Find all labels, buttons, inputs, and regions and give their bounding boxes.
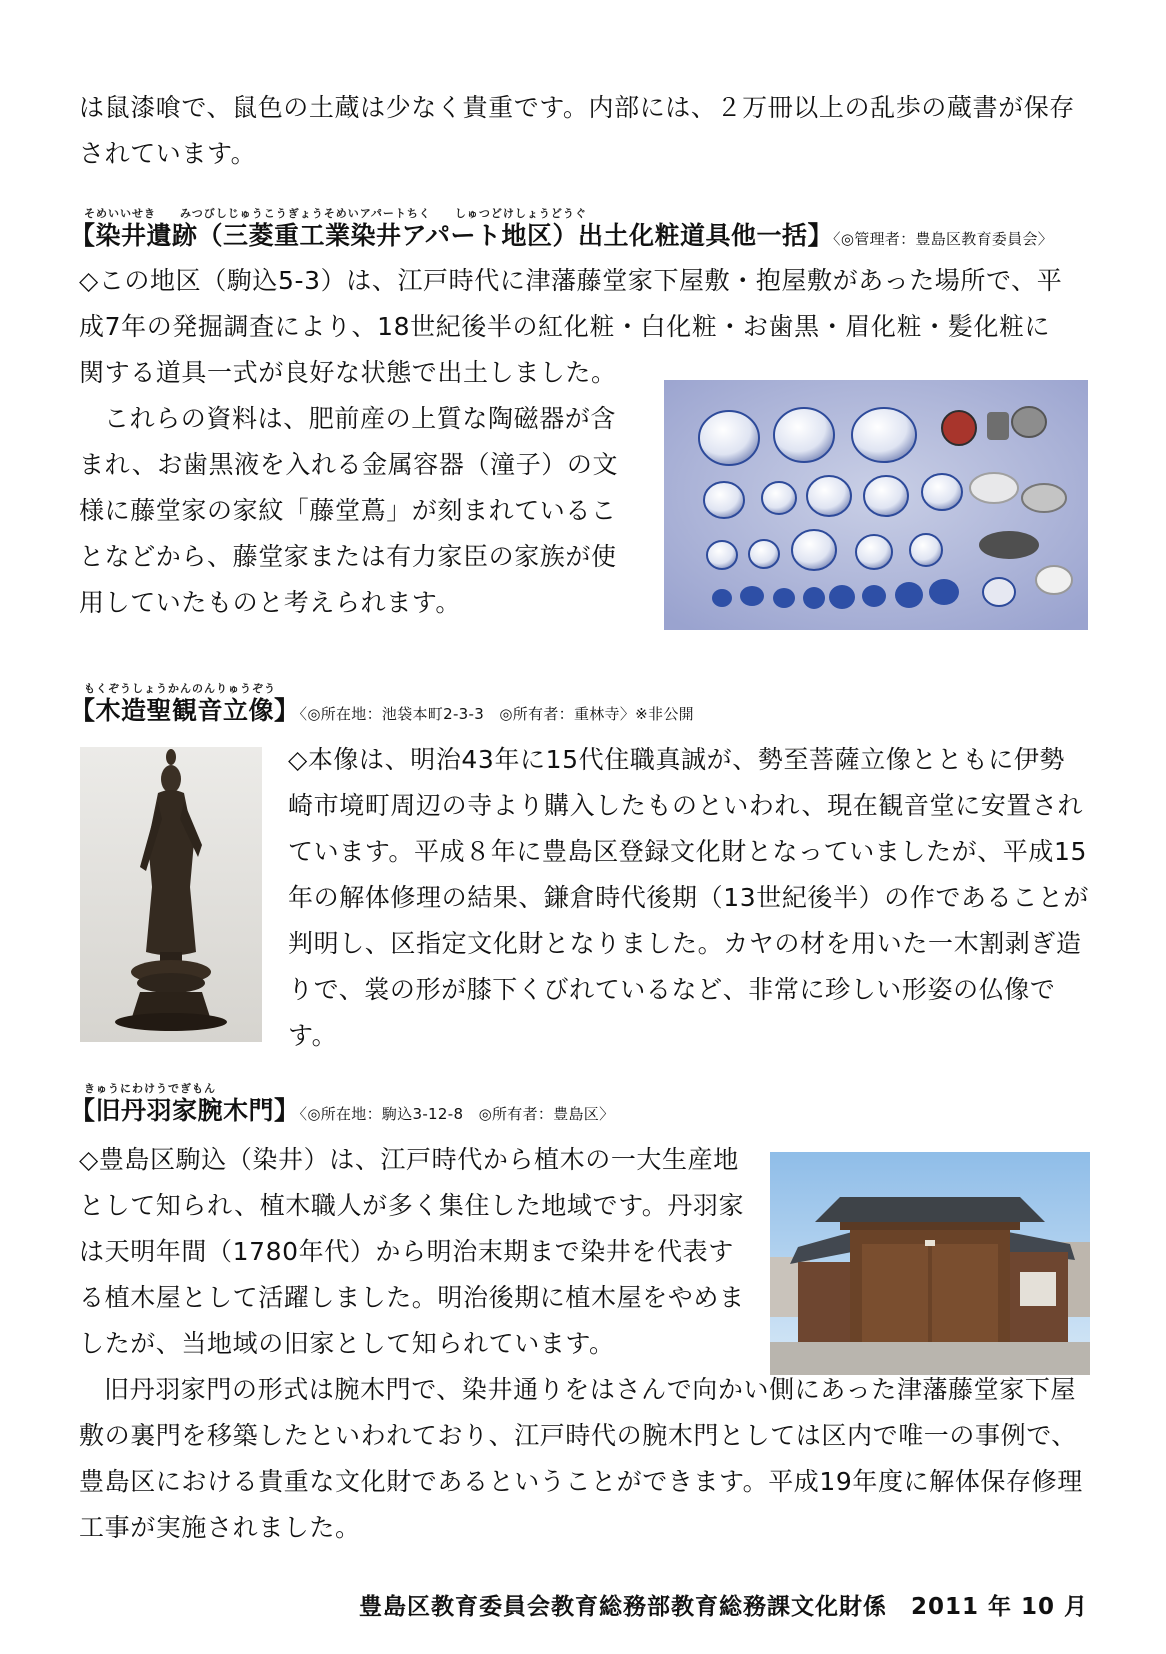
section-3-paragraph-2: 旧丹羽家門の形式は腕木門で、染井通りをはさんで向かい側にあった津藩藤堂家下屋敷の裏門を移築したといわれており、江戸時代の腕木門としては区内で唯一の事例で、豊島区における貴重な文化財であるということができます。平成19年度に解体保存修理工事が実施されました。 [79,1375,1083,1542]
section-3-heading [70,1082,614,1129]
gate-photo [770,1152,1090,1375]
section-1-paragraph-1: ◇この地区（駒込5-3）は、江戸時代に津藩藤堂家下屋敷・抱屋敷があった場所で、平成7年の発掘調査により、18世紀後半の紅化粧・白化粧・お歯黒・眉化粧・髪化粧に関する道具一式が良好な状態で出土しました。 [79,266,1063,387]
section-2-paragraph-1: ◇本像は、明治43年に15代住職真誠が、勢至菩薩立像とともに伊勢崎市境町周辺の寺より購入したものといわれ、現在観音堂に安置されています。平成８年に豊島区登録文化財となっていましたが、平成15年の解体修理の結果、鎌倉時代後期（13世紀後半）の作であることが判明し、区指定文化財となりました。カヤの材を用いた一木割剥ぎ造りで、裳の形が膝下くびれているなど、非常に珍しい形姿の仏像です。 [288,745,1090,1050]
section-1-heading [70,207,1053,254]
kannon-statue-photo [80,747,262,1042]
section-2-ruby: もくぞうしょうかんのんりゅうぞう [84,682,276,695]
section-1-ruby: そめいいせき みつびしじゅうこうぎょうそめいアパートちく しゅつどけしょうどうぐ [84,207,587,220]
section-1-paragraph-2: これらの資料は、肥前産の上質な陶磁器が含まれ、お歯黒液を入れる金属容器（潼子）の文様に藤堂家の家紋「藤堂蔦」が刻まれていることなどから、藤堂家または有力家臣の家族が使用していたものと考えられます。 [79,404,619,617]
section-2-heading [70,682,694,729]
section-3-title: 【旧丹羽家腕木門】 [70,1096,300,1125]
section-2-note: 〈◎所在地：池袋本町2-3-3 ◎所有者：重林寺〉※非公開 [299,705,694,723]
section-1-title: 【染井遺跡（三菱重工業染井アパート地区）出土化粧道具他一括】 [70,221,834,250]
section-2-title: 【木造聖観音立像】 [70,696,300,725]
section-3-note: 〈◎所在地：駒込3-12-8 ◎所有者：豊島区〉 [299,1105,615,1123]
intro-paragraph: は鼠漆喰で、鼠色の土蔵は少なく貴重です。内部には、２万冊以上の乱歩の蔵書が保存されています。 [79,93,1075,168]
ceramics-photo [664,380,1088,630]
section-3-paragraph-1: ◇豊島区駒込（染井）は、江戸時代から植木の一大生産地として知られ、植木職人が多く集住した地域です。丹羽家は天明年間（1780年代）から明治末期まで染井を代表する植木屋として活躍しました。明治後期に植木屋をやめましたが、当地域の旧家として知られています。 [79,1145,745,1358]
section-1-note: 〈◎管理者：豊島区教育委員会〉 [833,230,1054,248]
section-3-ruby: きゅうにわけうでぎもん [84,1082,216,1095]
footer-credit: 豊島区教育委員会教育総務部教育総務課文化財係 2011 年 10 月 [358,1594,1088,1620]
